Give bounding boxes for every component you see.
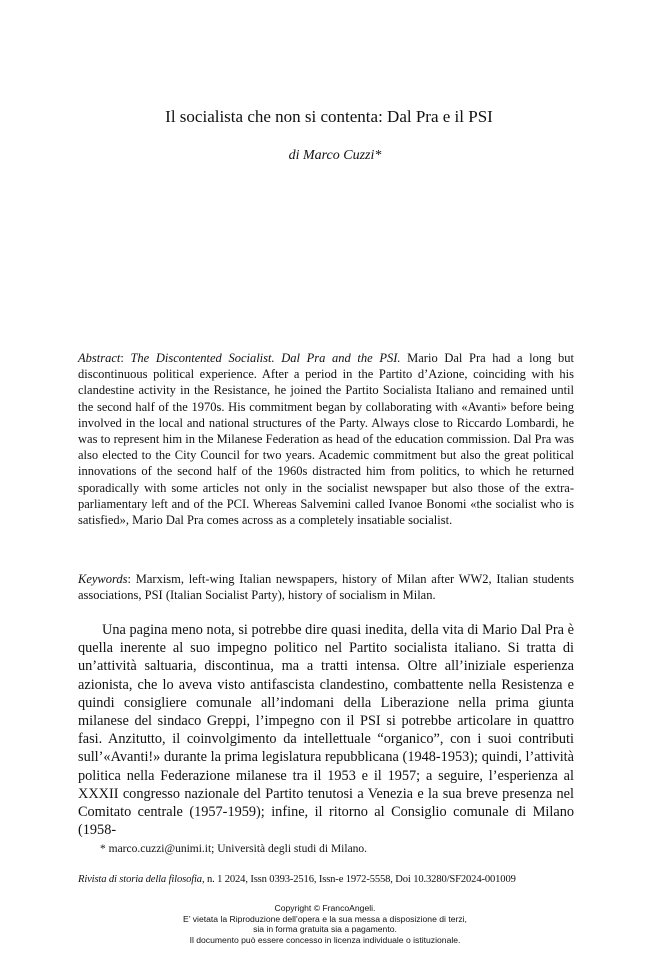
article-author: di Marco Cuzzi* xyxy=(288,148,382,163)
abstract-text: Mario Dal Pra had a long but discontinuous political experience. After a period in the Partito d’Azione, coinciding with his clandestine activity in the Resistance, he joined the Partito Socialista Italiano and remained until the second half of the 1970s. His commitment began by collaborating with «Avanti» before being involved in the local and national structures of the Party. Always close to Riccardo Lombardi, he was to represent him in the Milanese Federation as head of the education commission. Dal Pra was also elected to the City Council for two years. Academic commitment but also the great political innovations of the second half of the 1960s distracted him from politics, to which he returned sporadically with some articles not only in the socialist newspaper but also those of the extra-parliamentary left and of the PCI. Whereas Salvemini called Ivanoe Bonomi «the socialist who is satisfied», Mario Dal Pra comes across as a completely insatiable socialist. xyxy=(78,351,574,528)
keywords-label: Keywords xyxy=(78,572,128,586)
abstract-paragraph: Abstract: The Discontented Socialist. Dal Pra and the PSI. Mario Dal Pra had a long but discontinuous political experience. After a period in the Partito d’Azione, coinciding with his clandestine activity in the Resistance, he joined the Partito Socialista Italiano and remained until the second half of the 1970s. His commitment began by collaborating with «Avanti» before being involved in the local and national structures of the Party. Always close to Riccardo Lombardi, he was to represent him in the Milanese Federation as head of the education commission. Dal Pra was also elected to the City Council for two years. Academic commitment but also the great political innovations of the second half of the 1960s distracted him from politics, to which he returned sporadically with some articles not only in the socialist newspaper but also those of the extra-parliamentary left and of the PCI. Whereas Salvemini called Ivanoe Bonomi «the socialist who is satisfied», Mario Dal Pra comes across as a completely insatiable socialist. xyxy=(78,351,574,528)
body-paragraph: Una pagina meno nota, si potrebbe dire quasi inedita, della vita di Mario Dal Pra è quella inerente al suo impegno politico nel Partito socialista italiano. Si tratta di un’attività saltuaria, discontinua, ma a tratti intensa. Oltre all’iniziale esperienza azionista, che lo aveva visto antifascista clandestino, combattente nella Resistenza e quindi consigliere comunale all’indomani della Liberazione nella prima giunta milanese del sindaco Greppi, l’impegno con il PSI si potrebbe articolare in quattro fasi. Anzitutto, il coinvolgimento da intellettuale “organico”, con i suoi contributi sull’«Avanti!» durante la prima legislatura repubblicana (1948-1953); quindi, l’attività politica nella Federazione milanese tra il 1953 e il 1957; a seguire, l’esperienza al XXXII congresso nazionale del Partito tenutosi a Venezia e la sua breve presenza nel Comitato centrale (1957-1959); infine, il ritorno al Consiglio comunale di Milano (1958- xyxy=(78,622,574,839)
copyright-line-3: sia in forma gratuita sia a pagamento. xyxy=(253,924,397,934)
article-title: Il socialista che non si contenta: Dal Pra e il PSI xyxy=(165,107,493,126)
copyright-line-1: Copyright © FrancoAngeli. xyxy=(274,903,376,913)
keywords-paragraph: Keywords: Marxism, left-wing Italian newspapers, history of Milan after WW2, Italian students associations, PSI (Italian Socialist Party), history of socialism in Milan. xyxy=(78,572,574,603)
copyright-line-2: E’ vietata la Riproduzione dell’opera e la sua messa a disposizione di terzi, xyxy=(183,913,467,924)
copyright-line-4: Il documento può essere concesso in licenza individuale o istituzionale. xyxy=(189,934,461,945)
abstract-label: Abstract xyxy=(78,351,121,365)
copyright-notice xyxy=(0,903,650,945)
keywords-text: Marxism, left-wing Italian newspapers, history of Milan after WW2, Italian students associations, PSI (Italian Socialist Party), history of socialism in Milan. xyxy=(78,572,574,603)
journal-name: Rivista di storia della filosofia xyxy=(78,874,202,885)
journal-details: , n. 1 2024, Issn 0393-2516, Issn-e 1972-5558, Doi 10.3280/SF2024-001009 xyxy=(201,874,516,885)
journal-citation xyxy=(78,873,516,886)
footnote: * marco.cuzzi@unimi.it; Università degli studi di Milano. xyxy=(100,843,368,855)
abstract-english-title: The Discontented Socialist. Dal Pra and the PSI. xyxy=(130,351,401,365)
